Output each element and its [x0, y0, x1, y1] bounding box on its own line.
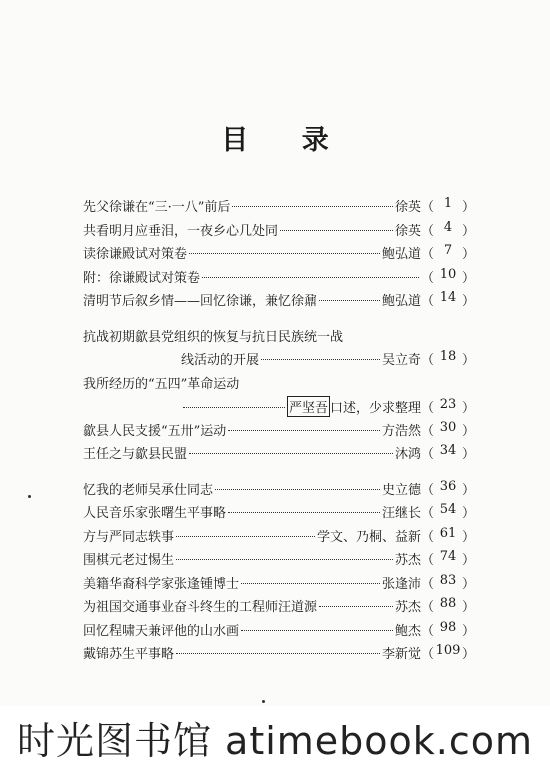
paren-open: （	[421, 482, 435, 498]
paren-close: ）	[461, 623, 475, 639]
page-number: 7	[443, 243, 453, 258]
toc-entry[interactable]	[83, 396, 475, 420]
paren-open: （	[421, 247, 435, 262]
toc-entry[interactable]	[83, 526, 475, 550]
paren-open: （	[421, 576, 435, 592]
page-number: 83	[439, 572, 457, 588]
dot-leader	[241, 630, 393, 631]
toc-entry[interactable]	[83, 420, 475, 444]
paren-open: （	[421, 401, 435, 416]
paren-open: （	[421, 223, 435, 239]
entry-title: 忆我的老师吴承仕同志	[83, 482, 214, 498]
toc-group	[83, 326, 475, 467]
entry-author: 徐英	[394, 200, 421, 215]
dot-leader	[176, 653, 380, 654]
entry-author: 李新觉	[381, 647, 421, 662]
paren-close: ）	[461, 576, 475, 592]
paren-close: ）	[461, 223, 475, 239]
entry-page	[421, 243, 475, 262]
paren-open: （	[421, 553, 435, 568]
page-number: 61	[439, 525, 457, 541]
page-number: 109	[435, 643, 461, 658]
page-number: 1	[443, 196, 453, 211]
paren-open: （	[421, 623, 435, 639]
entry-title: 附：徐谦殿试对策卷	[83, 270, 201, 286]
page-number: 98	[439, 619, 457, 635]
toc-entry[interactable]	[83, 596, 475, 620]
entry-page	[421, 573, 475, 592]
entry-title: 人民音乐家张曙生平事略	[83, 506, 227, 521]
dot-leader	[202, 277, 419, 278]
entry-author: 史立德	[381, 482, 421, 498]
paren-close: ）	[461, 553, 475, 568]
entry-title: 线活动的开展	[181, 353, 260, 368]
paren-close: ）	[461, 247, 475, 262]
entry-page	[421, 290, 475, 309]
entry-author: 张逢沛	[381, 576, 421, 592]
paren-open: （	[421, 529, 435, 545]
page-number: 10	[439, 266, 457, 282]
entry-page	[421, 267, 475, 286]
page-number: 88	[439, 596, 457, 611]
toc-entry[interactable]	[83, 573, 475, 597]
entry-title: 围棋元老过惕生	[83, 553, 175, 568]
entry-page	[421, 397, 475, 416]
dot-leader	[228, 430, 380, 431]
toc-entry[interactable]	[83, 290, 475, 314]
toc-entry[interactable]	[83, 479, 475, 503]
paren-open: （	[421, 506, 435, 521]
paren-close: ）	[461, 353, 475, 368]
page-number: 36	[439, 478, 457, 494]
entry-page	[421, 643, 475, 662]
page-number: 18	[439, 349, 457, 364]
table-of-contents	[83, 196, 475, 667]
dot-leader	[319, 606, 393, 607]
page-number: 4	[443, 219, 453, 235]
page-number: 74	[439, 549, 457, 564]
entry-page	[421, 596, 475, 615]
paren-close: ）	[461, 401, 475, 416]
entry-page	[421, 420, 475, 439]
entry-page	[421, 349, 475, 368]
toc-entry[interactable]	[83, 220, 475, 244]
paren-close: ）	[461, 647, 475, 662]
entry-title: 抗战初期歙县党组织的恢复与抗日民族统一战	[83, 329, 344, 345]
entry-title: 方与严同志轶事	[83, 529, 175, 545]
toc-entry[interactable]	[83, 349, 475, 373]
paren-close: ）	[461, 506, 475, 521]
toc-group	[83, 196, 475, 314]
page-number: 54	[439, 502, 457, 517]
entry-author: 学文、乃桐、益新	[316, 529, 421, 545]
entry-page	[421, 196, 475, 215]
entry-title: 读徐谦殿试对策卷	[83, 247, 188, 262]
entry-page	[421, 620, 475, 639]
scan-speck	[262, 700, 265, 703]
paren-open: （	[421, 353, 435, 368]
entry-page	[421, 549, 475, 568]
toc-entry[interactable]	[83, 643, 475, 667]
entry-page	[421, 479, 475, 498]
paren-open: （	[421, 423, 435, 439]
paren-close: ）	[461, 447, 475, 462]
entry-title: 清明节后叙乡情——回忆徐谦，兼忆徐鼐	[83, 294, 318, 309]
entry-title: 美籍华裔科学家张逢锺博士	[83, 576, 240, 592]
entry-author: 鲍弘道	[381, 247, 421, 262]
paren-open: （	[421, 447, 435, 462]
dot-leader	[261, 359, 380, 360]
dot-leader	[215, 489, 380, 490]
toc-group	[83, 479, 475, 667]
dot-leader	[228, 512, 380, 513]
paren-close: ）	[461, 200, 475, 215]
entry-author-boxed: 严坚吾	[287, 396, 330, 417]
scan-speck	[28, 495, 31, 498]
entry-page	[421, 502, 475, 521]
paren-close: ）	[461, 270, 475, 286]
paren-close: ）	[461, 423, 475, 439]
toc-entry[interactable]	[83, 196, 475, 220]
paren-close: ）	[461, 600, 475, 615]
entry-title: 王任之与歙县民盟	[83, 447, 188, 462]
paren-close: ）	[461, 482, 475, 498]
entry-page	[421, 443, 475, 462]
entry-author: 口述，少求整理	[329, 401, 421, 416]
entry-title: 为祖国交通事业奋斗终生的工程师汪道源	[83, 600, 318, 615]
dot-leader	[183, 407, 285, 408]
page-number: 23	[439, 397, 457, 412]
entry-page	[421, 526, 475, 545]
page-number: 30	[439, 419, 457, 435]
toc-entry[interactable]	[83, 502, 475, 526]
paren-open: （	[421, 294, 435, 309]
paren-open: （	[421, 647, 435, 662]
entry-author: 徐英	[394, 223, 421, 239]
paren-open: （	[421, 200, 435, 215]
dot-leader	[176, 536, 315, 537]
entry-title: 先父徐谦在“三·一八”前后	[83, 200, 231, 215]
entry-author: 苏杰	[394, 553, 421, 568]
page-title: 目 录	[221, 125, 351, 156]
page-number: 34	[439, 443, 457, 458]
paren-open: （	[421, 600, 435, 615]
toc-entry[interactable]	[83, 373, 475, 397]
paren-close: ）	[461, 529, 475, 545]
toc-entry[interactable]	[83, 267, 475, 291]
entry-author: 方浩然	[381, 423, 421, 439]
entry-author: 鲍杰	[394, 623, 421, 639]
entry-title: 戴锦苏生平事略	[83, 647, 175, 662]
entry-title: 歙县人民支援“五卅”运动	[83, 423, 227, 439]
paren-close: ）	[461, 294, 475, 309]
watermark: 时光图书馆 atimebook.com	[0, 706, 550, 768]
dot-leader	[189, 253, 380, 254]
dot-leader	[176, 559, 393, 560]
dot-leader	[280, 230, 393, 231]
entry-author: 苏杰	[394, 600, 421, 615]
dot-leader	[189, 453, 393, 454]
entry-title: 共看明月应垂泪，一夜乡心几处同	[83, 223, 279, 239]
toc-entry[interactable]	[83, 549, 475, 573]
page-number: 14	[439, 290, 457, 305]
toc-entry[interactable]	[83, 326, 475, 350]
dot-leader	[232, 206, 393, 207]
entry-author: 鲍弘道	[381, 294, 421, 309]
entry-author: 沐鸿	[394, 447, 421, 462]
dot-leader	[241, 583, 380, 584]
toc-entry[interactable]	[83, 443, 475, 467]
dot-leader	[319, 300, 380, 301]
toc-entry[interactable]	[83, 243, 475, 267]
toc-entry[interactable]	[83, 620, 475, 644]
entry-title: 回忆程啸天兼评他的山水画	[83, 623, 240, 639]
entry-title: 我所经历的“五四”革命运动	[83, 376, 240, 392]
entry-page	[421, 220, 475, 239]
entry-author: 汪继长	[381, 506, 421, 521]
entry-author: 吴立奇	[381, 353, 421, 368]
paren-open: （	[421, 270, 435, 286]
